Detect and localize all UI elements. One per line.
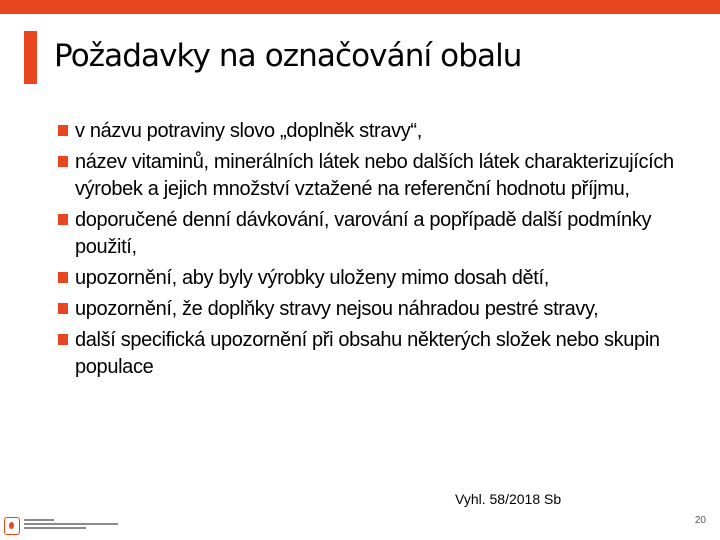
bullet-text: další specifická upozornění při obsahu některých složek nebo skupin populace xyxy=(75,329,660,378)
bullet-item xyxy=(58,327,698,381)
bullet-item xyxy=(58,118,698,145)
page-number: 20 xyxy=(694,515,706,526)
title-accent-bar xyxy=(24,31,37,84)
bullet-text: upozornění, že doplňky stravy nejsou náhradou pestré stravy, xyxy=(75,298,599,320)
bullet-item xyxy=(58,149,698,203)
university-logo-icon xyxy=(4,517,119,537)
bullet-text: doporučené denní dávkování, varování a popřípadě další podmínky použití, xyxy=(75,209,652,258)
bullet-text: v názvu potraviny slovo „doplněk stravy“, xyxy=(75,120,422,142)
bullet-item xyxy=(58,265,698,292)
bullet-item xyxy=(58,207,698,261)
bullet-marker-icon xyxy=(58,272,68,283)
bullet-text: upozornění, aby byly výrobky uloženy mimo dosah dětí, xyxy=(75,267,549,289)
logo-wordmark xyxy=(24,519,118,531)
bullet-item xyxy=(58,296,698,323)
bullet-marker-icon xyxy=(58,334,68,345)
bullet-marker-icon xyxy=(58,156,68,167)
bullet-marker-icon xyxy=(58,303,68,314)
bullet-text: název vitaminů, minerálních látek nebo dalších látek charakterizujících výrobek a jejich množství vztažené na referenční hodnotu příjmu, xyxy=(75,151,674,200)
source-citation: Vyhl. 58/2018 Sb xyxy=(455,491,562,507)
logo-mark-icon xyxy=(4,517,20,535)
slide-title: Požadavky na označování obalu xyxy=(54,38,522,74)
bullet-marker-icon xyxy=(58,125,68,136)
top-accent-bar xyxy=(0,0,720,14)
bullet-marker-icon xyxy=(58,214,68,225)
bullet-list xyxy=(58,118,698,385)
